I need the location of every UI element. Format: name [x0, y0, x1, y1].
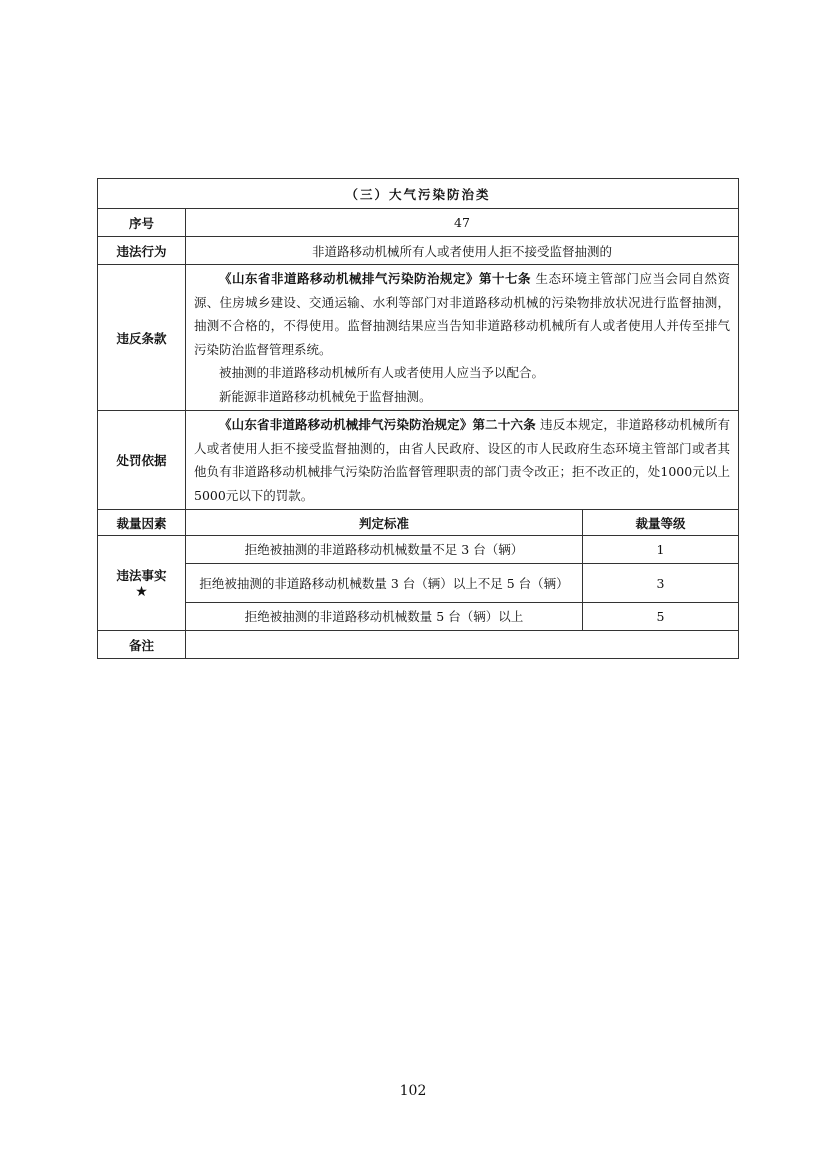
penalty-paragraph [194, 413, 730, 507]
remarks-value [186, 631, 739, 659]
penalty-text: 违反本规定，非道路移动机械所有人或者使用人拒不接受监督抽测的，由省人民政府、设区的市人民政府生态环境主管部门或者其他负有非道路移动机械排气污染防治监督管理职责的部门责令改正；拒不改正的，处1000元以上5000元以下的罚款。 [194, 417, 730, 503]
fact-row-3 [98, 603, 739, 631]
violation-row [98, 237, 739, 265]
violation-label: 违法行为 [98, 237, 186, 265]
fact-level-3: 5 [583, 603, 739, 631]
page-number: 102 [399, 1083, 427, 1099]
factor-header: 裁量因素 [98, 510, 186, 536]
facts-label-cell [98, 536, 186, 631]
fact-row-2 [98, 564, 739, 603]
remarks-label: 备注 [98, 631, 186, 659]
fact-standard-3: 拒绝被抽测的非道路移动机械数量 5 台（辆）以上 [186, 603, 583, 631]
standard-header: 判定标准 [186, 510, 583, 536]
clause-paragraph-2: 被抽测的非道路移动机械所有人或者使用人应当予以配合。 [219, 365, 545, 380]
level-header: 裁量等级 [583, 510, 739, 536]
facts-label: 违法事实 [116, 568, 167, 583]
clause-paragraph-3: 新能源非道路移动机械免于监督抽测。 [219, 388, 432, 404]
clause-paragraph-1 [194, 267, 730, 361]
fact-standard-2: 拒绝被抽测的非道路移动机械数量 3 台（辆）以上不足 5 台（辆） [186, 564, 583, 603]
title-row [98, 179, 739, 209]
penalty-basis-label: 处罚依据 [98, 411, 186, 510]
penalty-basis-row [98, 411, 739, 510]
discretion-header-row [98, 510, 739, 536]
fact-level-1: 1 [583, 536, 739, 564]
violated-clause-content [186, 265, 739, 411]
serial-label: 序号 [98, 209, 186, 237]
serial-row [98, 209, 739, 237]
serial-value: 47 [186, 209, 739, 237]
violated-clause-row [98, 265, 739, 411]
star-icon: ★ [135, 584, 148, 600]
remarks-row [98, 631, 739, 659]
penalty-basis-content [186, 411, 739, 510]
violation-value: 非道路移动机械所有人或者使用人拒不接受监督抽测的 [186, 237, 739, 265]
clause-text-1: 生态环境主管部门应当会同自然资源、住房城乡建设、交通运输、水利等部门对非道路移动机械的污染物排放状况进行监督抽测，抽测不合格的，不得使用。监督抽测结果应当告知非道路移动机械所有人或者使用人并传至排气污染防治监督管理系统。 [194, 271, 730, 357]
fact-standard-1: 拒绝被抽测的非道路移动机械数量不足 3 台（辆） [186, 536, 583, 564]
violated-clause-label: 违反条款 [98, 265, 186, 411]
penalty-title: 《山东省非道路移动机械排气污染防治规定》第二十六条 [219, 417, 536, 432]
fact-level-2: 3 [583, 564, 739, 603]
fact-row-1 [98, 536, 739, 564]
section-title: （三）大气污染防治类 [98, 179, 739, 209]
clause-title: 《山东省非道路移动机械排气污染防治规定》第十七条 [219, 271, 532, 286]
discretion-table [97, 178, 739, 659]
